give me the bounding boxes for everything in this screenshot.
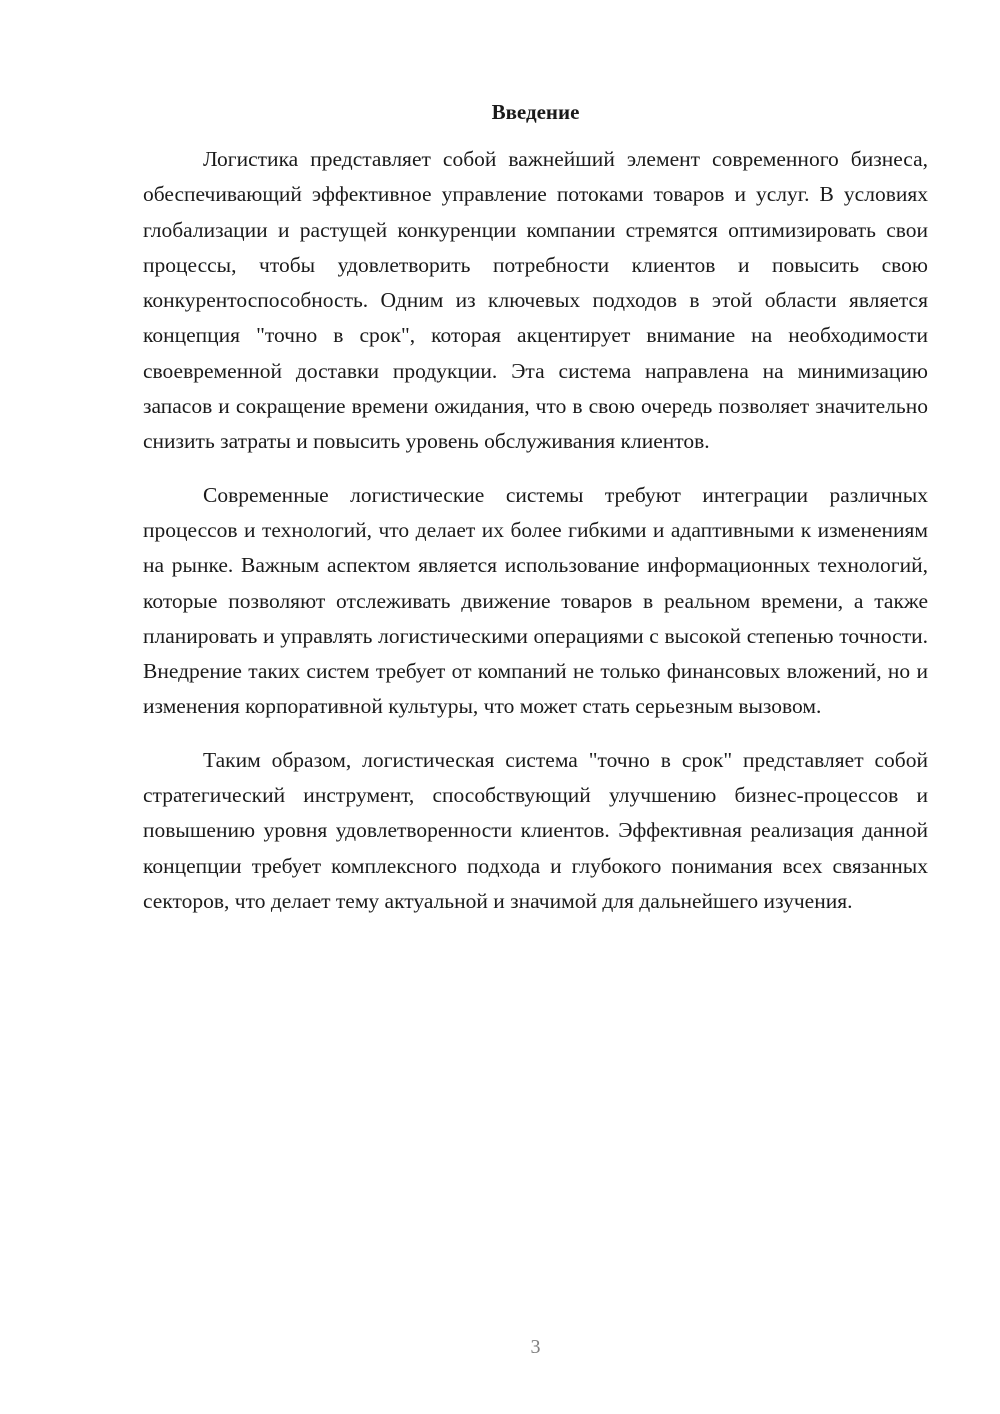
body-text xyxy=(143,142,928,919)
page-number: 3 xyxy=(530,1336,541,1358)
section-heading: Введение xyxy=(491,100,580,124)
paragraph-2: Современные логистические системы требуют интеграции различных процессов и технологий, что делает их более гибкими и адаптивными к изменениям на рынке. Важным аспектом является использование информационных технологий, которые позволяют отслеживать движение товаров в реальном времени, а также планировать и управлять логистическими операциями с высокой степенью точности. Внедрение таких систем требует от компаний не только финансовых вложений, но и изменения корпоративной культуры, что может стать серьезным вызовом. xyxy=(143,482,928,719)
paragraph-3: Таким образом, логистическая система "точно в срок" представляет собой стратегический инструмент, способствующий улучшению бизнес-процессов и повышению уровня удовлетворенности клиентов. Эффективная реализация данной концепции требует комплексного подхода и глубокого понимания всех связанных секторов, что делает тему актуальной и значимой для дальнейшего изучения. xyxy=(143,747,928,913)
paragraph-1: Логистика представляет собой важнейший элемент современного бизнеса, обеспечивающий эффективное управление потоками товаров и услуг. В условиях глобализации и растущей конкуренции компании стремятся оптимизировать свои процессы, чтобы удовлетворить потребности клиентов и повысить свою конкурентоспособность. Одним из ключевых подходов в этой области является концепция "точно в срок", которая акцентирует внимание на необходимости своевременной доставки продукции. Эта система направлена на минимизацию запасов и сокращение времени ожидания, что в свою очередь позволяет значительно снизить затраты и повысить уровень обслуживания клиентов. xyxy=(143,147,928,454)
